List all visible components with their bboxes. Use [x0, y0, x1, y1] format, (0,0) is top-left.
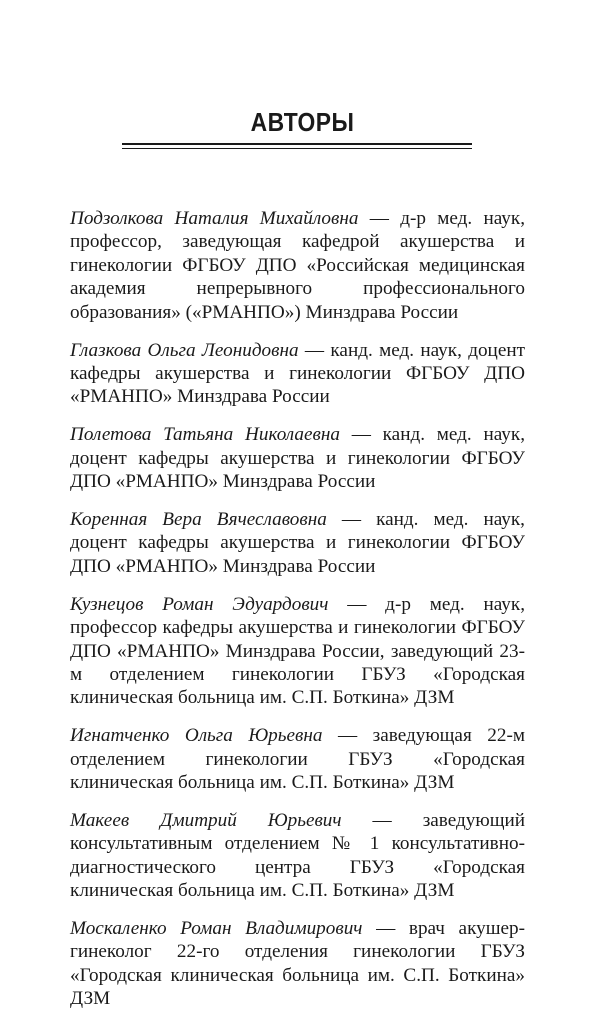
title-rule-thick — [122, 143, 472, 145]
author-entry — [70, 207, 525, 324]
author-name: Коренная Вера Вячеславовна — [70, 508, 327, 530]
author-name: Игнатченко Ольга Юрьевна — [70, 725, 323, 747]
author-name: Глазкова Ольга Леонидовна — [70, 339, 299, 361]
author-name: Макеев Дмитрий Юрьевич — [70, 809, 342, 831]
author-info: — канд. мед. наук, доцент кафедры акушерства и гинекологии ФГБОУ ДПО «РМАНПО» Минздрава России — [70, 508, 525, 577]
author-info: — врач акушер-гинеколог 22-го отделения гинекологии ГБУЗ «Городская клиническая больница им. С.П. Боткина» ДЗМ — [70, 918, 525, 1010]
author-info: — д-р мед. наук, профессор кафедры акушерства и гинекологии ФГБОУ ДПО «РМАНПО» Минздрава России, заведующий 23-м отделением гинекологии ГБУЗ «Городская клиническая больница им. С.П. Боткина» ДЗМ — [70, 593, 525, 709]
author-name: Кузнецов Роман Эдуардович — [70, 593, 329, 615]
author-name: Москаленко Роман Владимирович — [70, 918, 363, 940]
author-entry — [70, 508, 525, 578]
author-entry — [70, 724, 525, 794]
author-entry — [70, 339, 525, 409]
author-info: — канд. мед. наук, доцент кафедры акушерства и гинекологии ФГБОУ ДПО «РМАНПО» Минздрава России — [70, 424, 525, 493]
author-entry — [70, 917, 525, 1011]
author-name: Подзолкова Наталия Михайловна — [70, 208, 359, 229]
author-name: Полетова Татьяна Николаевна — [70, 424, 340, 446]
page-title: АВТОРЫ — [250, 107, 355, 137]
author-entry — [70, 593, 525, 710]
author-info: — заведующий консультативным отделением № 1 консультативно-диагностического центра ГБУЗ «Городская клиническая больница им. С.П. Боткина» ДЗМ — [70, 809, 526, 902]
author-entry — [70, 423, 525, 493]
author-info: — канд. мед. наук, доцент кафедры акушерства и гинекологии ФГБОУ ДПО «РМАНПО» Минздрава России — [70, 339, 525, 408]
author-info: — д-р мед. наук, профессор, заведующая кафедрой акушерства и гинекологии ФГБОУ ДПО «Российская медицинская академия непрерывного профессионального образования» («РМАНПО») Минздрава России — [70, 208, 525, 323]
authors-list — [70, 207, 525, 1025]
title-rule-thin — [122, 148, 472, 149]
author-entry — [70, 809, 525, 903]
author-info: — заведующая 22-м отделением гинекологии ГБУЗ «Городская клиническая больница им. С.П. Боткина» ДЗМ — [70, 725, 525, 794]
